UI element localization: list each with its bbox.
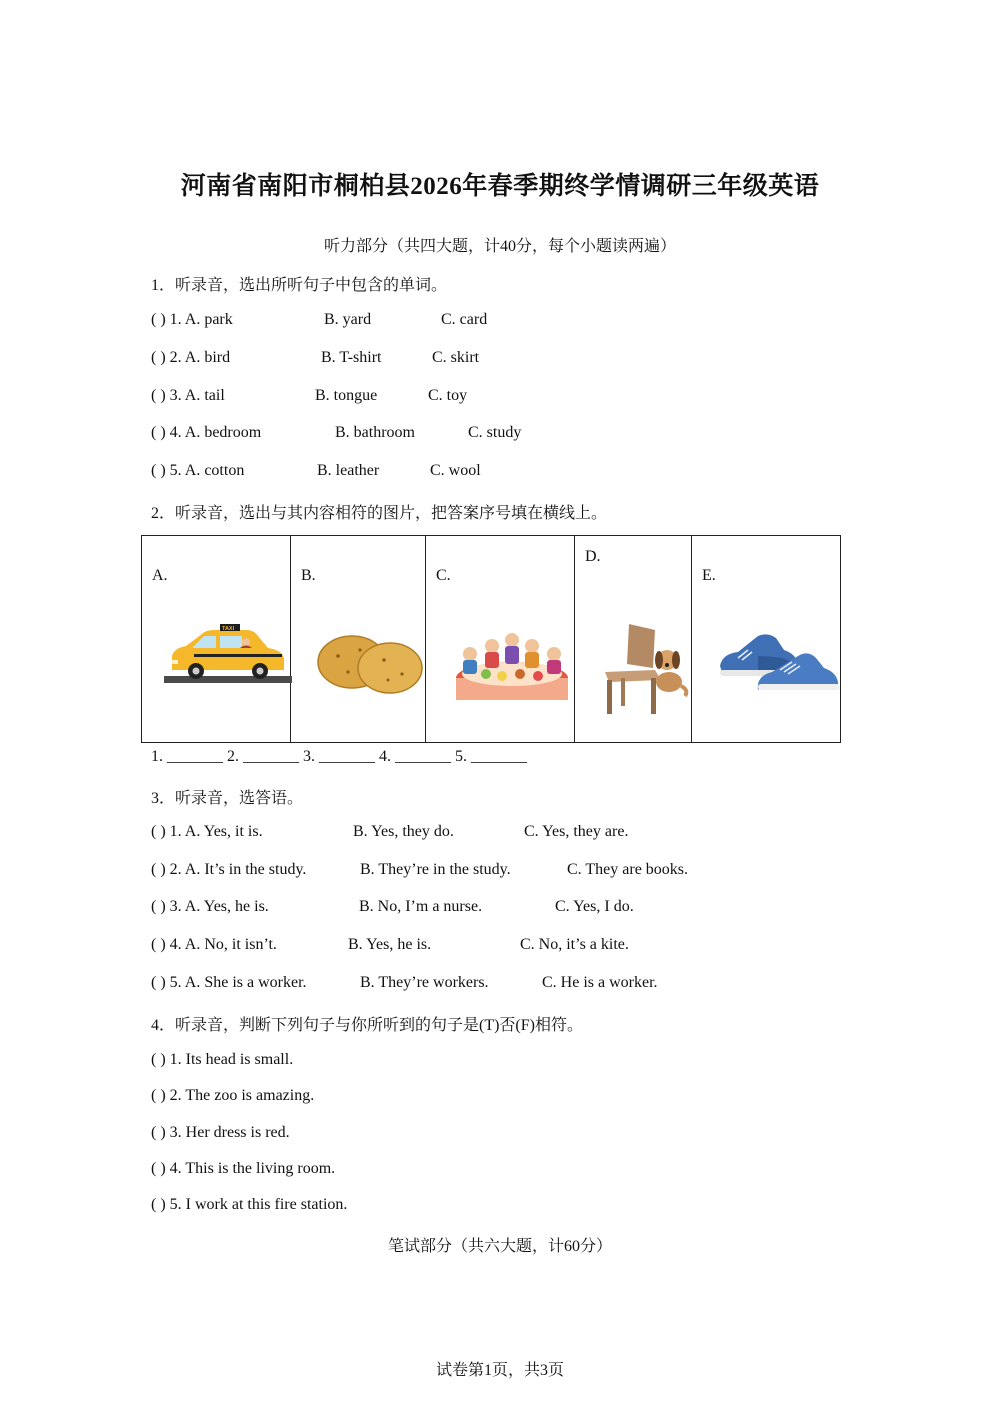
- exam-title: 河南省南阳市桐柏县2026年春季期终学情调研三年级英语: [180, 173, 820, 200]
- q1-heading: 1．听录音，选出所听句子中包含的单词。: [151, 277, 448, 294]
- q4-item: ( ) 4. This is the living room.: [151, 1160, 336, 1177]
- q1-item-option-b: B. tongue: [315, 387, 378, 404]
- q1-item-option-b: B. bathroom: [335, 424, 415, 441]
- q3-item-option-a: ( ) 1. A. Yes, it is.: [151, 823, 263, 840]
- potatoes-icon: [316, 628, 424, 694]
- q3-item-option-a: ( ) 4. A. No, it isn’t.: [151, 936, 277, 953]
- picture-cell-e: [692, 536, 841, 743]
- chair-and-dog-icon: [599, 620, 691, 718]
- q3-item-option-b: B. Yes, they do.: [353, 823, 454, 840]
- q1-item-option-c: C. toy: [428, 387, 468, 404]
- q1-item-option-a: ( ) 4. A. bedroom: [151, 424, 262, 441]
- q3-item-option-c: C. Yes, they are.: [524, 823, 629, 840]
- q3-item-option-c: C. No, it’s a kite.: [520, 936, 629, 953]
- q1-item-option-a: ( ) 5. A. cotton: [151, 462, 245, 479]
- q4-item: ( ) 3. Her dress is red.: [151, 1124, 290, 1141]
- q1-item-option-c: C. wool: [430, 462, 481, 479]
- q1-item-option-c: C. card: [441, 311, 488, 328]
- picture-cell-b: [291, 536, 426, 743]
- q2-answer-line: 1. _______ 2. _______ 3. _______ 4. _______ 5. _______: [151, 748, 527, 765]
- q1-item-option-c: C. study: [468, 424, 522, 441]
- q1-item-option-b: B. T-shirt: [321, 349, 382, 366]
- q2-heading: 2．听录音，选出与其内容相符的图片，把答案序号填在横线上。: [151, 505, 608, 522]
- picture-label-d: D.: [585, 548, 601, 565]
- q3-item-option-b: B. Yes, he is.: [348, 936, 432, 953]
- page-footer: 试卷第1页，共3页: [435, 1362, 564, 1379]
- svg-text:TAXI: TAXI: [222, 626, 235, 632]
- q1-item-option-b: B. leather: [317, 462, 380, 479]
- picture-cell-c: [426, 536, 575, 743]
- listening-section-header: 听力部分（共四大题，计40分，每个小题读两遍）: [323, 238, 676, 255]
- q1-item-option-b: B. yard: [324, 311, 372, 328]
- q3-item-option-b: B. They’re workers.: [360, 974, 489, 991]
- q4-item: ( ) 2. The zoo is amazing.: [151, 1087, 315, 1104]
- q3-heading: 3．听录音，选答语。: [151, 790, 304, 807]
- picture-cell-d: [575, 536, 692, 743]
- q4-heading: 4．听录音，判断下列句子与你所听到的句子是(T)否(F)相符。: [151, 1017, 583, 1034]
- picture-label-c: C.: [436, 567, 451, 584]
- q3-item-option-c: C. They are books.: [567, 861, 689, 878]
- written-section-header: 笔试部分（共六大题，计60分）: [387, 1238, 612, 1255]
- q4-item: ( ) 5. I work at this fire station.: [151, 1196, 348, 1213]
- q3-item-option-c: C. Yes, I do.: [555, 898, 634, 915]
- q3-item-option-a: ( ) 5. A. She is a worker.: [151, 974, 307, 991]
- picture-table: [141, 535, 841, 743]
- q1-item-option-a: ( ) 3. A. tail: [151, 387, 225, 404]
- picture-cell-a: [142, 536, 291, 743]
- picture-label-e: E.: [702, 567, 716, 584]
- family-dinner-icon: [450, 628, 574, 702]
- q3-item-option-a: ( ) 2. A. It’s in the study.: [151, 861, 307, 878]
- q3-item-option-c: C. He is a worker.: [542, 974, 658, 991]
- q1-item-option-a: ( ) 1. A. park: [151, 311, 233, 328]
- q3-item-option-b: B. They’re in the study.: [360, 861, 511, 878]
- q1-item-option-a: ( ) 2. A. bird: [151, 349, 231, 366]
- picture-label-b: B.: [301, 567, 316, 584]
- q4-item: ( ) 1. Its head is small.: [151, 1051, 294, 1068]
- picture-label-a: A.: [152, 567, 168, 584]
- taxi-icon: [164, 624, 292, 686]
- q3-item-option-a: ( ) 3. A. Yes, he is.: [151, 898, 269, 915]
- q1-item-option-c: C. skirt: [432, 349, 480, 366]
- q3-item-option-b: B. No, I’m a nurse.: [359, 898, 483, 915]
- sneakers-icon: [718, 630, 840, 690]
